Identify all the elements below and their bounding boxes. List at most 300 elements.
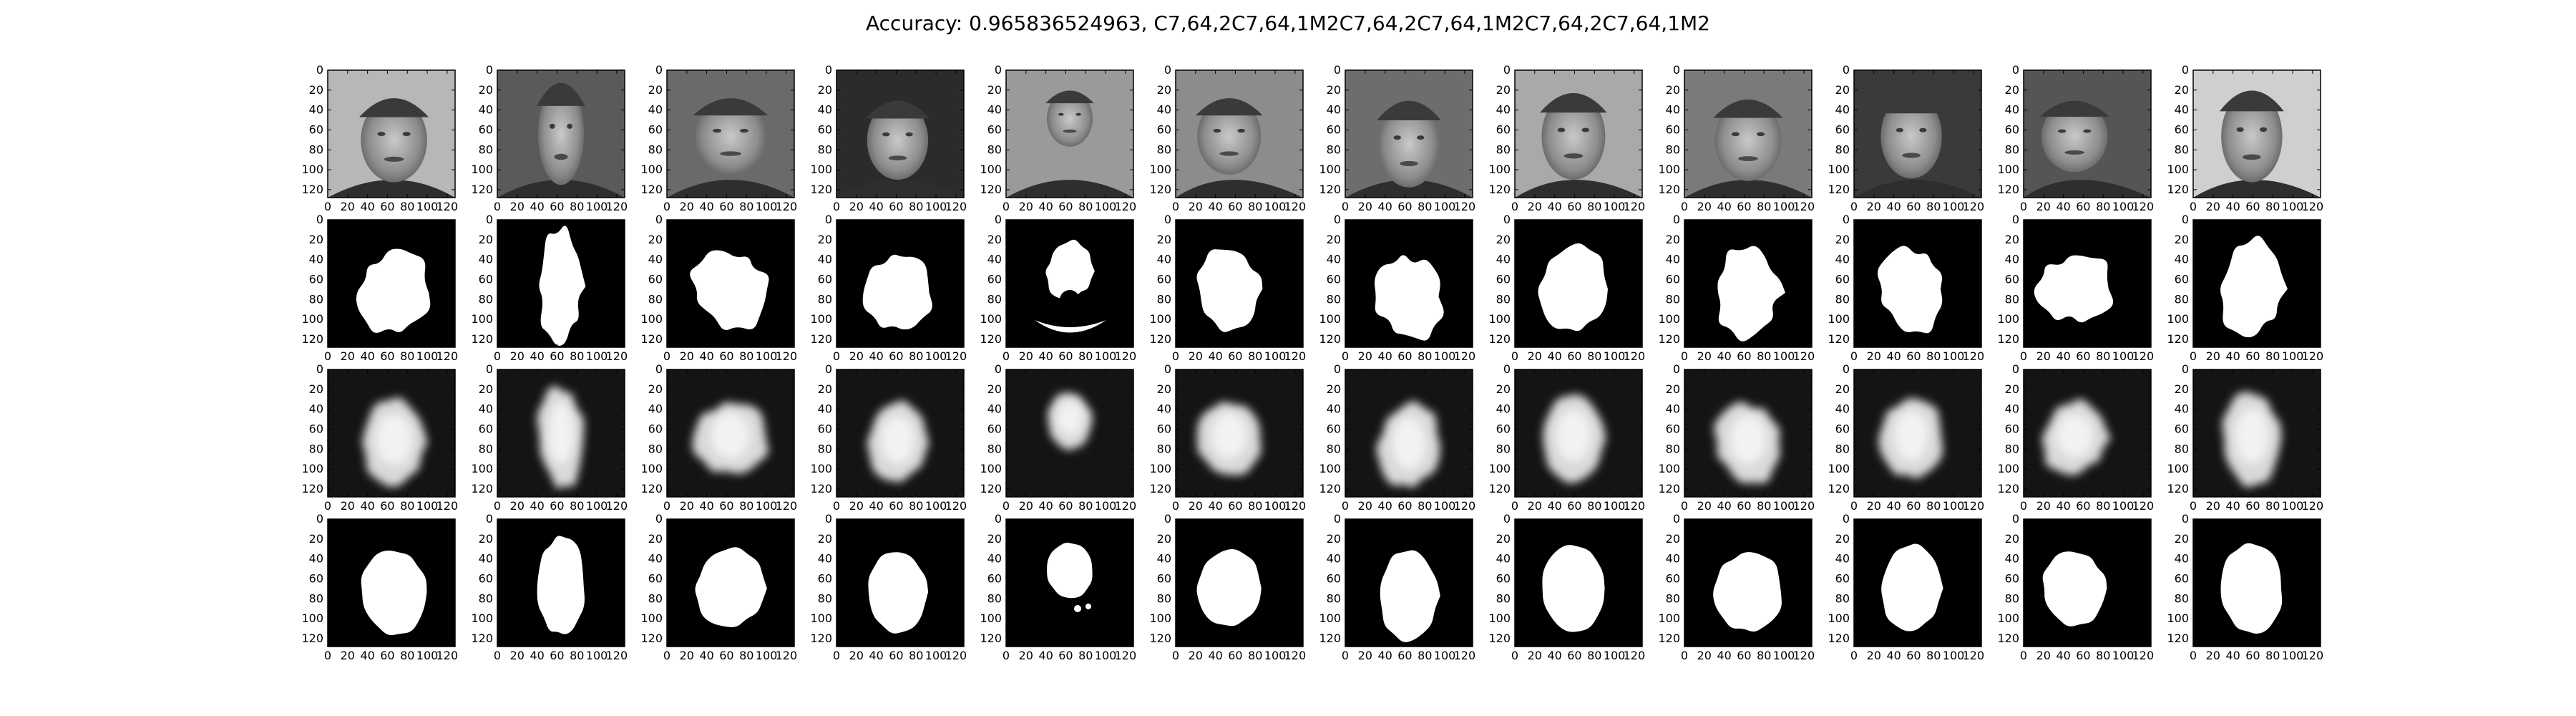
y-tick-label: 80	[1665, 442, 1680, 456]
y-tick-label: 100	[2167, 611, 2189, 626]
x-tick-label: 0	[663, 649, 671, 662]
x-tick-label: 40	[699, 499, 714, 513]
y-tick-label: 80	[2004, 142, 2019, 157]
y-tick-label: 100	[1319, 163, 1341, 177]
y-tick-label: 80	[308, 292, 323, 306]
photo-eye	[1581, 127, 1589, 132]
y-tick-label: 100	[1488, 611, 1511, 626]
y-tick-label: 20	[2004, 232, 2019, 246]
panel-r1-c4	[810, 63, 967, 213]
y-tick-label: 100	[1149, 462, 1171, 476]
photo-eye	[1394, 135, 1401, 140]
photo-eye	[713, 129, 721, 132]
y-tick-label: 0	[2011, 63, 2019, 77]
panel-r4-c9	[1658, 512, 1815, 662]
x-tick-label: 80	[1757, 499, 1772, 513]
y-tick-label: 0	[1842, 362, 1850, 376]
panel-r2-c1	[301, 213, 458, 363]
y-tick-label: 60	[1156, 571, 1171, 586]
y-tick-label: 80	[1665, 591, 1680, 606]
y-tick-label: 60	[1835, 571, 1850, 586]
x-tick-label: 40	[360, 499, 375, 513]
y-tick-label: 0	[994, 512, 1002, 526]
y-tick-label: 120	[810, 182, 832, 196]
panel-r2-c9	[1658, 213, 1815, 363]
x-tick-label: 100	[1433, 200, 1456, 213]
y-tick-label: 80	[648, 292, 663, 306]
x-tick-label: 60	[380, 649, 395, 662]
y-tick-label: 20	[2174, 531, 2189, 546]
x-tick-label: 120	[1962, 200, 1985, 213]
x-tick-label: 20	[1697, 649, 1712, 662]
x-tick-label: 0	[323, 649, 332, 662]
y-tick-label: 60	[1665, 571, 1680, 586]
x-tick-label: 40	[1886, 200, 1901, 213]
y-tick-label: 0	[2181, 362, 2189, 376]
y-tick-label: 120	[980, 631, 1002, 645]
x-tick-label: 0	[1680, 499, 1689, 513]
y-tick-label: 0	[1163, 213, 1171, 226]
y-tick-label: 60	[1835, 272, 1850, 286]
x-tick-label: 80	[1078, 499, 1093, 513]
x-tick-label: 40	[2056, 349, 2071, 363]
y-tick-label: 60	[2174, 272, 2189, 286]
y-tick-label: 80	[1835, 591, 1850, 606]
y-tick-label: 120	[471, 631, 493, 645]
y-tick-label: 0	[316, 213, 323, 226]
y-tick-label: 100	[1488, 163, 1511, 177]
x-tick-label: 40	[1547, 649, 1562, 662]
x-tick-label: 20	[1697, 349, 1712, 363]
y-tick-label: 60	[648, 422, 663, 436]
photo-eye	[740, 129, 748, 132]
y-tick-label: 40	[2004, 402, 2019, 416]
x-tick-label: 20	[2205, 649, 2220, 662]
x-tick-label: 40	[1038, 649, 1053, 662]
x-tick-label: 40	[1886, 499, 1901, 513]
x-tick-label: 0	[1171, 349, 1180, 363]
x-tick-label: 40	[1717, 349, 1732, 363]
photo-eye	[1558, 127, 1566, 132]
y-tick-label: 60	[1665, 122, 1680, 137]
y-tick-label: 0	[1503, 362, 1511, 376]
y-tick-label: 100	[2167, 312, 2189, 326]
x-tick-label: 20	[1188, 200, 1203, 213]
panel-r3-c4	[810, 362, 967, 513]
x-tick-label: 120	[1623, 649, 1646, 662]
y-tick-label: 20	[2004, 531, 2019, 546]
photo-eye	[377, 132, 385, 136]
x-tick-label: 60	[1567, 349, 1582, 363]
x-tick-label: 100	[1264, 649, 1287, 662]
x-tick-label: 60	[1906, 499, 1921, 513]
y-tick-label: 120	[301, 332, 323, 346]
photo-eye	[1757, 132, 1765, 137]
x-tick-label: 100	[755, 200, 778, 213]
x-tick-label: 0	[1850, 349, 1858, 363]
y-tick-label: 20	[478, 382, 493, 396]
x-tick-label: 0	[493, 200, 502, 213]
y-tick-label: 0	[485, 512, 493, 526]
x-tick-label: 20	[2036, 649, 2051, 662]
panel-r4-c8	[1488, 512, 1645, 662]
y-tick-label: 40	[817, 102, 832, 117]
x-tick-label: 0	[1680, 200, 1689, 213]
y-tick-label: 80	[1326, 591, 1341, 606]
x-tick-label: 80	[1248, 499, 1263, 513]
y-tick-label: 60	[1326, 272, 1341, 286]
y-tick-label: 20	[308, 531, 323, 546]
y-tick-label: 120	[1488, 332, 1511, 346]
x-tick-label: 120	[1962, 649, 1985, 662]
y-tick-label: 100	[980, 462, 1002, 476]
y-tick-label: 0	[1163, 63, 1171, 77]
panel-r2-c8	[1488, 213, 1645, 363]
x-tick-label: 80	[2096, 649, 2111, 662]
y-tick-label: 80	[2004, 442, 2019, 456]
y-tick-label: 40	[987, 551, 1002, 566]
y-tick-label: 120	[301, 631, 323, 645]
x-tick-label: 100	[1772, 200, 1795, 213]
mask-speck	[713, 601, 721, 609]
y-tick-label: 40	[817, 402, 832, 416]
x-tick-label: 20	[1527, 200, 1542, 213]
panel-r4-c11	[1997, 512, 2154, 662]
photo-eye	[1214, 129, 1221, 132]
y-tick-label: 60	[817, 122, 832, 137]
x-tick-label: 100	[924, 200, 947, 213]
y-tick-label: 80	[1326, 292, 1341, 306]
x-tick-label: 0	[1680, 349, 1689, 363]
x-tick-label: 80	[1248, 349, 1263, 363]
x-tick-label: 40	[530, 499, 545, 513]
y-tick-label: 120	[301, 182, 323, 196]
y-tick-label: 100	[1997, 611, 2019, 626]
y-tick-label: 100	[471, 312, 493, 326]
x-tick-label: 20	[1866, 649, 1881, 662]
y-tick-label: 80	[817, 591, 832, 606]
x-tick-label: 120	[436, 649, 459, 662]
y-tick-label: 40	[308, 252, 323, 266]
y-tick-label: 0	[1842, 213, 1850, 226]
x-tick-label: 120	[945, 649, 967, 662]
x-tick-label: 0	[323, 499, 332, 513]
y-tick-label: 20	[1835, 232, 1850, 246]
y-tick-label: 40	[2174, 102, 2189, 117]
x-tick-label: 100	[2281, 649, 2304, 662]
x-tick-label: 40	[1377, 349, 1392, 363]
x-tick-label: 40	[1547, 499, 1562, 513]
x-tick-label: 40	[699, 649, 714, 662]
x-tick-label: 100	[1603, 200, 1626, 213]
y-tick-label: 100	[1319, 312, 1341, 326]
y-tick-label: 120	[640, 481, 663, 495]
y-tick-label: 100	[1658, 462, 1680, 476]
x-tick-label: 60	[1397, 499, 1413, 513]
x-tick-label: 120	[1453, 499, 1476, 513]
y-tick-label: 120	[1488, 631, 1511, 645]
x-tick-label: 20	[1018, 649, 1033, 662]
y-tick-label: 40	[648, 402, 663, 416]
y-tick-label: 60	[1156, 122, 1171, 137]
y-tick-label: 40	[1326, 102, 1341, 117]
x-tick-label: 80	[400, 649, 415, 662]
y-tick-label: 0	[1672, 213, 1680, 226]
x-tick-label: 80	[1757, 349, 1772, 363]
y-tick-label: 20	[1835, 382, 1850, 396]
y-tick-label: 100	[471, 163, 493, 177]
y-tick-label: 60	[2174, 122, 2189, 137]
x-tick-label: 100	[2281, 499, 2304, 513]
y-tick-label: 40	[1156, 402, 1171, 416]
x-tick-label: 40	[1377, 649, 1392, 662]
x-tick-label: 40	[530, 349, 545, 363]
x-tick-label: 20	[509, 649, 525, 662]
y-tick-label: 80	[817, 292, 832, 306]
y-tick-label: 40	[478, 551, 493, 566]
panel-grid	[301, 63, 2323, 662]
y-tick-label: 20	[1326, 82, 1341, 97]
x-tick-label: 0	[493, 499, 502, 513]
y-tick-label: 0	[2011, 512, 2019, 526]
x-tick-label: 100	[1094, 499, 1117, 513]
x-tick-label: 20	[1357, 649, 1372, 662]
y-tick-label: 120	[1828, 631, 1850, 645]
x-tick-label: 0	[2019, 200, 2028, 213]
y-tick-label: 100	[1149, 163, 1171, 177]
x-tick-label: 20	[679, 649, 694, 662]
y-tick-label: 120	[1149, 631, 1171, 645]
y-tick-label: 40	[2004, 252, 2019, 266]
x-tick-label: 40	[1377, 200, 1392, 213]
x-tick-label: 80	[2265, 349, 2280, 363]
y-tick-label: 20	[308, 232, 323, 246]
x-tick-label: 20	[1866, 200, 1881, 213]
y-tick-label: 80	[1156, 292, 1171, 306]
x-tick-label: 0	[323, 200, 332, 213]
y-tick-label: 40	[1665, 402, 1680, 416]
x-tick-label: 80	[2096, 200, 2111, 213]
x-tick-label: 80	[1418, 349, 1433, 363]
y-tick-label: 0	[1503, 512, 1511, 526]
x-tick-label: 0	[832, 349, 841, 363]
x-tick-label: 120	[2301, 200, 2324, 213]
y-tick-label: 120	[980, 332, 1002, 346]
y-tick-label: 40	[1496, 102, 1511, 117]
x-tick-label: 40	[869, 499, 884, 513]
y-tick-label: 60	[478, 272, 493, 286]
y-tick-label: 80	[987, 442, 1002, 456]
y-tick-label: 60	[1156, 422, 1171, 436]
x-tick-label: 0	[1511, 349, 1519, 363]
y-tick-label: 120	[1658, 332, 1680, 346]
predicted-core	[1392, 417, 1426, 470]
y-tick-label: 60	[1326, 122, 1341, 137]
x-tick-label: 80	[1418, 649, 1433, 662]
x-tick-label: 0	[1850, 499, 1858, 513]
x-tick-label: 120	[1114, 349, 1137, 363]
panel-r1-c11	[1997, 63, 2154, 213]
y-tick-label: 60	[987, 272, 1002, 286]
y-tick-label: 40	[1665, 551, 1680, 566]
y-tick-label: 120	[471, 182, 493, 196]
x-tick-label: 80	[400, 349, 415, 363]
y-tick-label: 20	[1835, 82, 1850, 97]
y-tick-label: 80	[817, 442, 832, 456]
x-tick-label: 40	[2225, 200, 2240, 213]
x-tick-label: 60	[2245, 349, 2260, 363]
predicted-core	[881, 416, 914, 463]
x-tick-label: 100	[1094, 649, 1117, 662]
y-tick-label: 20	[1665, 382, 1680, 396]
y-tick-label: 0	[2181, 63, 2189, 77]
y-tick-label: 20	[2174, 382, 2189, 396]
y-tick-label: 100	[640, 163, 663, 177]
x-tick-label: 60	[1397, 649, 1413, 662]
x-tick-label: 120	[2132, 349, 2155, 363]
x-tick-label: 100	[1264, 349, 1287, 363]
x-tick-label: 60	[2245, 200, 2260, 213]
y-tick-label: 120	[1828, 182, 1850, 196]
y-tick-label: 120	[1319, 631, 1341, 645]
y-tick-label: 40	[308, 551, 323, 566]
y-tick-label: 100	[301, 163, 323, 177]
x-tick-label: 60	[1058, 200, 1073, 213]
x-tick-label: 120	[945, 349, 967, 363]
x-tick-label: 120	[1962, 349, 1985, 363]
x-tick-label: 120	[436, 200, 459, 213]
y-tick-label: 60	[1665, 422, 1680, 436]
x-tick-label: 120	[2301, 349, 2324, 363]
y-tick-label: 20	[2174, 82, 2189, 97]
x-tick-label: 120	[775, 649, 798, 662]
y-tick-label: 60	[1496, 422, 1511, 436]
x-tick-label: 40	[1717, 649, 1732, 662]
y-tick-label: 0	[655, 63, 663, 77]
x-tick-label: 40	[530, 200, 545, 213]
x-tick-label: 20	[2036, 349, 2051, 363]
y-tick-label: 60	[308, 422, 323, 436]
x-tick-label: 100	[1603, 499, 1626, 513]
y-tick-label: 120	[1997, 332, 2019, 346]
y-tick-label: 120	[1828, 332, 1850, 346]
y-tick-label: 20	[1665, 82, 1680, 97]
y-tick-label: 100	[1997, 312, 2019, 326]
x-tick-label: 100	[585, 499, 608, 513]
x-tick-label: 0	[2019, 499, 2028, 513]
y-tick-label: 100	[1997, 462, 2019, 476]
y-tick-label: 20	[1665, 531, 1680, 546]
x-tick-label: 80	[1587, 349, 1602, 363]
x-tick-label: 120	[945, 200, 967, 213]
x-tick-label: 20	[849, 200, 864, 213]
y-tick-label: 100	[1488, 312, 1511, 326]
y-tick-label: 120	[2167, 332, 2189, 346]
photo-eye	[2260, 127, 2267, 132]
y-tick-label: 60	[2174, 422, 2189, 436]
y-tick-label: 0	[316, 63, 323, 77]
y-tick-label: 120	[2167, 182, 2189, 196]
x-tick-label: 40	[2225, 649, 2240, 662]
y-tick-label: 0	[1672, 362, 1680, 376]
x-tick-label: 20	[1866, 499, 1881, 513]
y-tick-label: 20	[987, 82, 1002, 97]
x-tick-label: 100	[2112, 200, 2135, 213]
x-tick-label: 60	[2245, 649, 2260, 662]
y-tick-label: 0	[1333, 362, 1341, 376]
y-tick-label: 0	[485, 63, 493, 77]
y-tick-label: 20	[1326, 232, 1341, 246]
x-tick-label: 20	[509, 200, 525, 213]
x-tick-label: 40	[2056, 200, 2071, 213]
panel-r2-c2	[471, 213, 628, 363]
y-tick-label: 40	[987, 402, 1002, 416]
x-tick-label: 60	[1058, 649, 1073, 662]
y-tick-label: 20	[817, 82, 832, 97]
y-tick-label: 40	[478, 102, 493, 117]
x-tick-label: 100	[1942, 499, 1965, 513]
x-tick-label: 120	[1284, 499, 1307, 513]
x-tick-label: 40	[1208, 649, 1223, 662]
x-tick-label: 120	[1623, 499, 1646, 513]
x-tick-label: 20	[679, 349, 694, 363]
x-tick-label: 0	[2019, 649, 2028, 662]
x-tick-label: 20	[1018, 200, 1033, 213]
x-tick-label: 80	[1248, 649, 1263, 662]
x-tick-label: 120	[1114, 649, 1137, 662]
panel-r3-c3	[640, 362, 797, 513]
y-tick-label: 40	[1835, 102, 1850, 117]
x-tick-label: 0	[1341, 649, 1350, 662]
photo-eye	[2237, 127, 2244, 132]
y-tick-label: 60	[1496, 571, 1511, 586]
y-tick-label: 80	[817, 142, 832, 157]
y-tick-label: 120	[1319, 481, 1341, 495]
y-tick-label: 0	[2181, 512, 2189, 526]
y-tick-label: 40	[817, 551, 832, 566]
photo-mouth	[1902, 153, 1921, 158]
x-tick-label: 80	[1587, 200, 1602, 213]
x-tick-label: 80	[2265, 499, 2280, 513]
panel-r1-c1	[301, 63, 458, 213]
predicted-core	[376, 415, 412, 465]
y-tick-label: 40	[478, 252, 493, 266]
y-tick-label: 120	[2167, 481, 2189, 495]
x-tick-label: 120	[2301, 649, 2324, 662]
x-tick-label: 120	[1962, 499, 1985, 513]
panel-r2-c6	[1149, 213, 1306, 363]
x-tick-label: 80	[739, 499, 754, 513]
y-tick-label: 40	[2004, 102, 2019, 117]
x-tick-label: 20	[2205, 200, 2220, 213]
y-tick-label: 120	[980, 481, 1002, 495]
y-tick-label: 80	[478, 292, 493, 306]
y-tick-label: 20	[648, 82, 663, 97]
y-tick-label: 20	[2174, 232, 2189, 246]
x-tick-label: 60	[719, 499, 734, 513]
y-tick-label: 0	[994, 362, 1002, 376]
x-tick-label: 80	[570, 499, 585, 513]
y-tick-label: 60	[817, 571, 832, 586]
y-tick-label: 120	[1319, 332, 1341, 346]
y-tick-label: 40	[1326, 402, 1341, 416]
y-tick-label: 80	[2174, 591, 2189, 606]
y-tick-label: 60	[817, 422, 832, 436]
x-tick-label: 60	[1906, 200, 1921, 213]
x-tick-label: 40	[1038, 499, 1053, 513]
y-tick-label: 60	[1326, 422, 1341, 436]
y-tick-label: 100	[1828, 611, 1850, 626]
